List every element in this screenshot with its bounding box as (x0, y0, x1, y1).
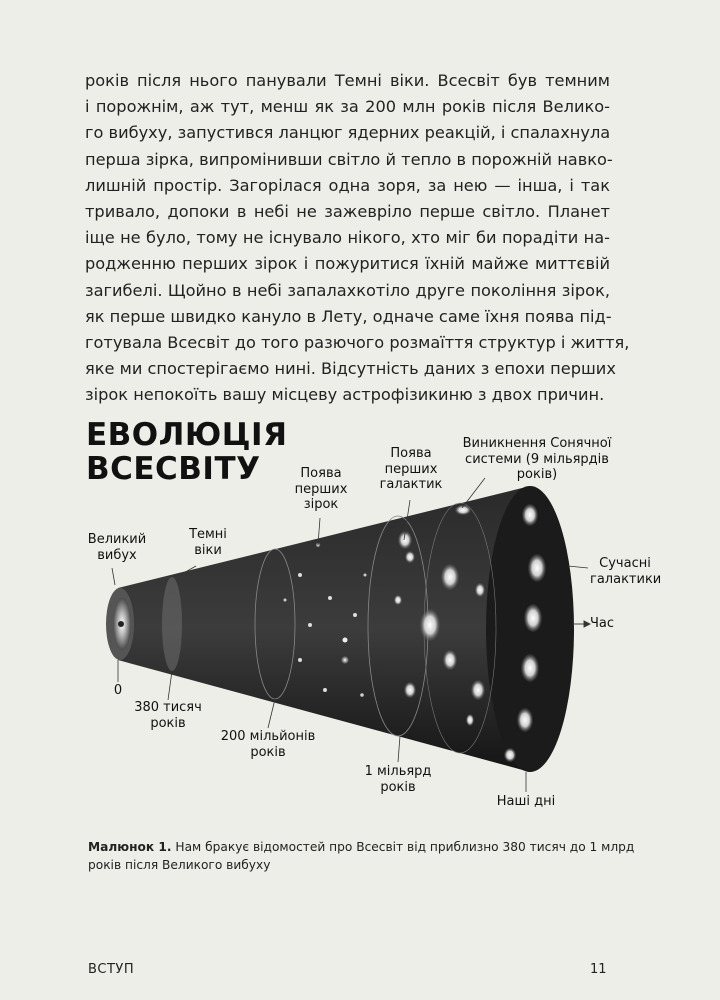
label-solar-system (452, 436, 622, 483)
caption-label: Малюнок 1. (88, 840, 172, 854)
label-line: перших (384, 461, 438, 477)
label-line: років (380, 779, 416, 795)
label-dark-ages (180, 527, 236, 558)
caption-text: Нам бракує відомостей про Всесвіт від приблизно 380 тисяч до 1 млрд (171, 840, 635, 854)
label-modern-galaxies (590, 556, 660, 587)
label-first-galaxies (374, 446, 448, 493)
label-line: галактики (590, 571, 662, 587)
label-line: перших (294, 481, 348, 497)
label-line: галактик (379, 477, 443, 492)
label-line: 1 мільярд (364, 764, 432, 779)
figure-title-line: ЕВОЛЮЦІЯ (86, 417, 288, 453)
text-line: тривало, допоки в небі не зажевріло перше світло. Планет (85, 202, 610, 222)
dark-ages-band (162, 577, 182, 671)
label-line: років (250, 744, 286, 760)
label-today: Наші дні (496, 794, 556, 809)
page-number: 11 (590, 962, 607, 977)
label-line: Поява (390, 446, 432, 461)
label-first-stars (290, 466, 352, 513)
text-line: років після нього панували Темні віки. Всесвіт був темним (85, 71, 610, 90)
caption-line: років після Великого вибуху (88, 858, 271, 872)
label-line: 380 тисяч (134, 700, 202, 715)
text-line: загибелі. Щойно в небі запалахкотіло друге покоління зірок, (85, 280, 610, 300)
label-line: віки (194, 542, 222, 558)
label-380-thousand-years (128, 700, 208, 731)
label-1-billion-years (356, 764, 440, 795)
text-line: яке ми спостерігаємо нині. Відсутність даних з епохи перших (85, 359, 616, 379)
time-arrow (572, 621, 590, 627)
label-line: Сучасні (599, 556, 651, 571)
label-line: Великий (87, 532, 147, 547)
label-time-axis: Час (590, 616, 615, 631)
big-bang-core (118, 621, 124, 627)
label-line: Темні (189, 527, 227, 542)
text-line: і порожнім, аж тут, менш як за 200 млн років після Велико- (85, 97, 610, 117)
figure-title (86, 418, 287, 486)
text-line: перша зірка, випромінивши світло й тепло в порожній навко- (85, 149, 613, 169)
label-line: Виникнення Сонячної (462, 436, 612, 451)
figure-title-line: ВСЕСВІТУ (86, 451, 261, 487)
label-line: системи (9 мільярдів років) (465, 451, 609, 482)
caption-line (88, 838, 635, 856)
figure-caption (88, 838, 635, 874)
text-line: родженню перших зірок і пожуритися їхній майже миттєвій (85, 254, 610, 274)
text-line: готувала Всесвіт до того разючого розмаїття структур і життя, (85, 333, 630, 353)
label-time-zero: 0 (113, 683, 123, 698)
text-line: го вибуху, запустився ланцюг ядерних реакцій, і спалахнула (85, 123, 611, 143)
label-200-million-years (218, 729, 318, 760)
label-line: 200 мільйонів (220, 729, 316, 744)
label-line: зірок (303, 497, 339, 512)
label-big-bang (82, 532, 152, 563)
text-line: іще не було, тому не існувало нікого, хто міг би порадіти на- (85, 228, 610, 248)
label-line: років (150, 715, 186, 731)
text-line: зірок непокоїть вашу місцеву астрофізикиню з двох причин. (85, 385, 605, 405)
label-line: вибух (97, 547, 137, 563)
text-line: лишній простір. Загорілася одна зоря, за нею — інша, і так (85, 175, 610, 195)
text-line: як перше швидко кануло в Лету, одначе саме їхня поява під- (85, 306, 612, 326)
running-footer-section: ВСТУП (88, 962, 135, 977)
label-line: Поява (300, 466, 342, 481)
